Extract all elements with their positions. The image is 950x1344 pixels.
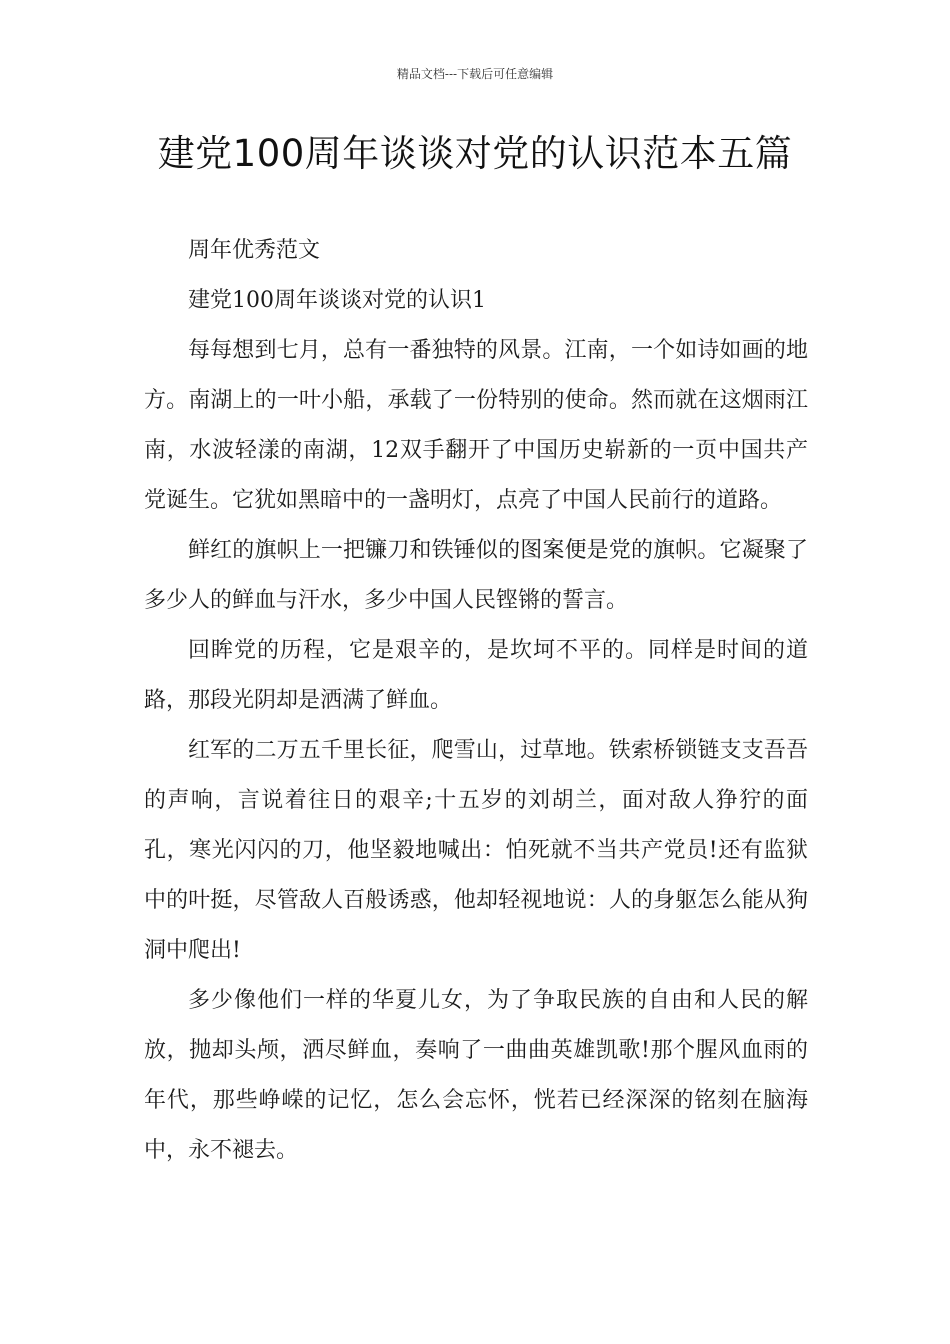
document-body [144,226,808,1176]
document-title: 建党100周年谈谈对党的认识范本五篇 [157,132,793,175]
paragraph: 周年优秀范文 [188,238,321,263]
paragraph: 红军的二万五千里长征，爬雪山，过草地。铁索桥锁链支支吾吾的声响，言说着往日的艰辛;十五岁的刘胡兰，面对敌人狰狞的面孔，寒光闪闪的刀，他坚毅地喊出：怕死就不当共产党员!还有监狱中的叶挺，尽管敌人百般诱惑，他却轻视地说：人的身躯怎么能从狗洞中爬出! [144,738,808,963]
paragraph: 鲜红的旗帜上一把镰刀和铁锤似的图案便是党的旗帜。它凝聚了多少人的鲜血与汗水，多少中国人民铿锵的誓言。 [144,538,808,613]
paragraph: 回眸党的历程，它是艰辛的，是坎坷不平的。同样是时间的道路，那段光阴却是洒满了鲜血。 [144,638,808,713]
paragraph: 每每想到七月，总有一番独特的风景。江南，一个如诗如画的地方。南湖上的一叶小船，承载了一份特别的使命。然而就在这烟雨江南，水波轻漾的南湖，12双手翻开了中国历史崭新的一页中国共产党诞生。它犹如黑暗中的一盏明灯，点亮了中国人民前行的道路。 [144,338,808,513]
page-header: 精品文档---下载后可任意编辑 [396,67,554,81]
paragraph: 建党100周年谈谈对党的认识1 [188,288,486,313]
paragraph: 多少像他们一样的华夏儿女，为了争取民族的自由和人民的解放，抛却头颅，洒尽鲜血，奏响了一曲曲英雄凯歌!那个腥风血雨的年代，那些峥嵘的记忆，怎么会忘怀，恍若已经深深的铭刻在脑海中，永不褪去。 [144,988,808,1163]
